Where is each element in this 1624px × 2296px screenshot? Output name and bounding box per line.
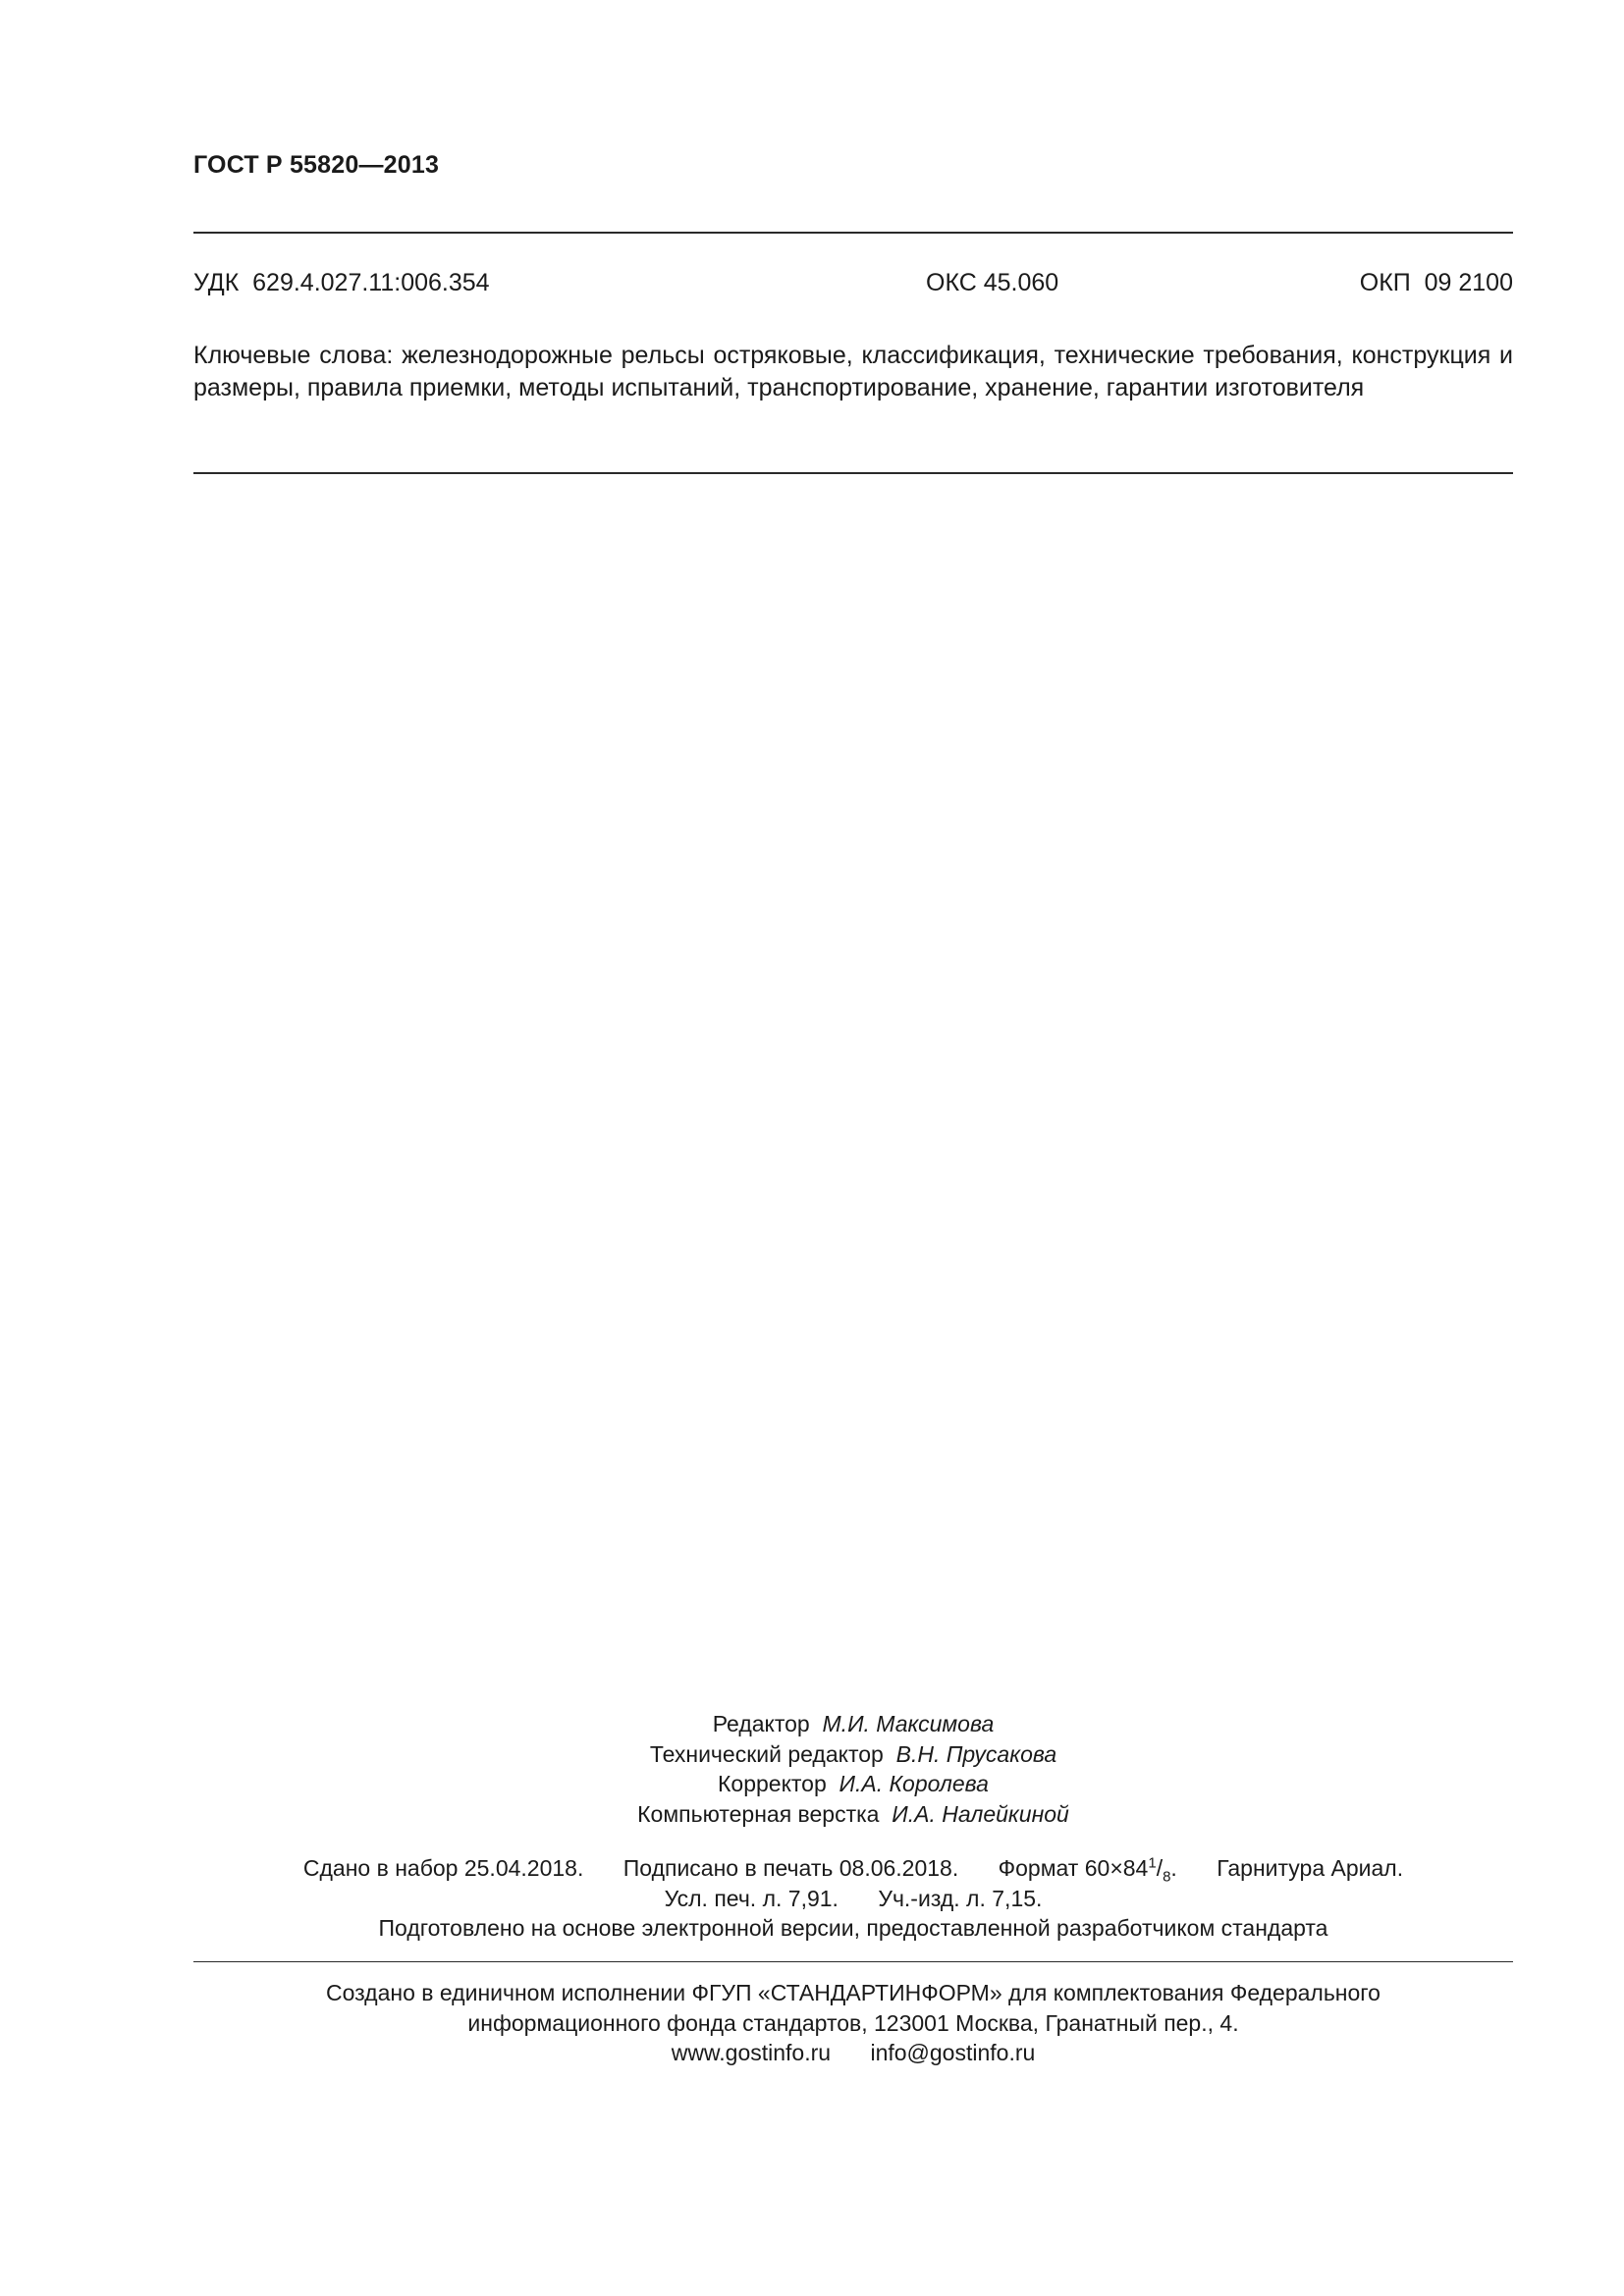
publisher-block [193, 1978, 1513, 2068]
udk-code: УДК 629.4.027.11:006.354 [193, 269, 490, 296]
oks-code: ОКС 45.060 [926, 269, 1059, 296]
publisher-contacts [193, 2038, 1513, 2068]
format-prefix: Формат 60×84 [998, 1855, 1149, 1881]
credits-block [193, 1709, 1513, 1829]
document-code: ГОСТ Р 55820—2013 [193, 151, 440, 179]
credit-line [193, 1769, 1513, 1799]
credit-name: М.И. Максимова [822, 1711, 995, 1736]
signed-date: Подписано в печать 08.06.2018. [623, 1855, 959, 1881]
credit-line [193, 1739, 1513, 1770]
keywords-paragraph: Ключевые слова: железнодорожные рельсы остряковые, классификация, технические требования, конструкция и размеры, правила приемки, методы испытаний, транспортирование, хранение, гарантии изготовителя [193, 342, 1513, 401]
edition-sheets: Уч.-изд. л. 7,15. [878, 1885, 1043, 1911]
format-denominator: 8 [1163, 1868, 1171, 1886]
credit-name: И.А. Налейкиной [892, 1800, 1069, 1827]
email-link[interactable]: info@gostinfo.ru [870, 2040, 1036, 2065]
credit-name: И.А. Королева [839, 1771, 989, 1796]
keywords-divider [193, 472, 1513, 474]
credit-role: Корректор [718, 1771, 827, 1796]
print-sheets-line [193, 1884, 1513, 1914]
print-dates-line [193, 1853, 1513, 1884]
credit-role: Компьютерная верстка [637, 1800, 880, 1827]
prepared-note: Подготовлено на основе электронной версии, предоставленной разработчиком стандарта [378, 1915, 1328, 1941]
typeface: Гарнитура Ариал. [1217, 1855, 1404, 1881]
classification-row [193, 269, 1513, 302]
website-link[interactable]: www.gostinfo.ru [671, 2040, 832, 2065]
bottom-divider [193, 1961, 1513, 1962]
credit-role: Редактор [712, 1711, 810, 1736]
paper-format [998, 1854, 1177, 1886]
print-sheets: Усл. печ. л. 7,91. [664, 1885, 839, 1911]
okp-code: ОКП 09 2100 [1359, 269, 1513, 296]
credit-line [193, 1799, 1513, 1830]
credit-name: В.Н. Прусакова [895, 1740, 1057, 1767]
credit-line [193, 1709, 1513, 1739]
top-divider [193, 232, 1513, 234]
credit-role: Технический редактор [649, 1740, 884, 1767]
publisher-line-1: Создано в единичном исполнении ФГУП «СТАНДАРТИНФОРМ» для комплектования Федерального [326, 1980, 1380, 2005]
format-numerator: 1 [1148, 1854, 1157, 1872]
format-separator: / [1156, 1855, 1164, 1881]
publisher-line-2: информационного фонда стандартов, 123001 Москва, Гранатный пер., 4. [467, 2009, 1239, 2036]
print-info-block [193, 1853, 1513, 1944]
submitted-date: Сдано в набор 25.04.2018. [302, 1855, 584, 1881]
format-suffix: . [1170, 1855, 1177, 1881]
